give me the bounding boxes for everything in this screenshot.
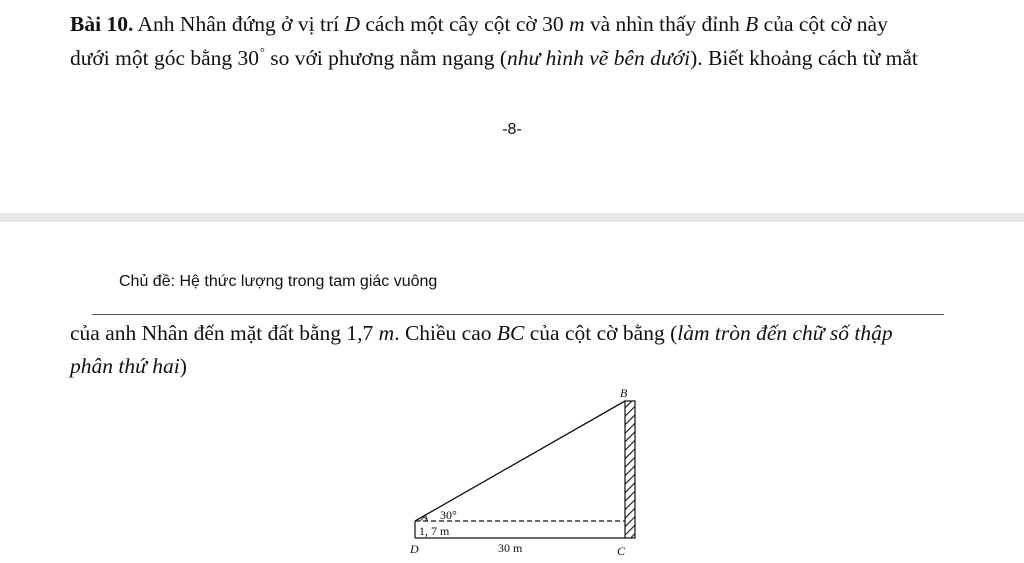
text-segment: của cột cờ bằng ( — [529, 321, 678, 345]
text-segment: Anh Nhân đứng ở vị trí — [137, 12, 340, 36]
label-c: C — [617, 544, 626, 558]
label-distance: 30 m — [498, 541, 523, 555]
text-segment: của anh Nhân đến mặt đất bằng — [70, 321, 342, 345]
text-segment: và nhìn thấy đỉnh — [589, 12, 740, 36]
problem-line-4 — [70, 354, 187, 379]
flagpole-figure — [405, 381, 645, 563]
text-segment: ) — [179, 354, 187, 378]
problem-line-2 — [70, 45, 918, 71]
eye-height-value: 1,7 — [346, 321, 374, 345]
label-eye-height: 1, 7 m — [419, 524, 450, 538]
unit-m: m — [568, 12, 585, 36]
page-number: -8- — [502, 121, 522, 138]
sight-line — [415, 401, 625, 521]
flagpole-hatch — [625, 401, 635, 538]
problem-label: Bài 10. — [70, 12, 134, 36]
text-segment: của cột cờ này — [763, 12, 888, 36]
label-b: B — [620, 386, 628, 400]
text-italic: phân thứ hai — [70, 354, 180, 378]
problem-line-3 — [70, 321, 893, 346]
text-segment: ). Biết khoảng cách từ mắt — [690, 46, 918, 70]
text-segment: so với phương nằm ngang ( — [270, 46, 508, 70]
var-d: D — [344, 12, 361, 36]
page-gap — [0, 213, 1024, 222]
text-italic: như hình vẽ bên dưới — [507, 46, 691, 70]
label-d: D — [410, 542, 419, 556]
var-b: B — [745, 12, 759, 36]
topic-header: Chủ đề: Hệ thức lượng trong tam giác vuông — [119, 273, 438, 290]
var-bc: BC — [496, 321, 525, 345]
page-bottom — [0, 222, 1024, 562]
page-top — [0, 0, 1024, 213]
problem-line-1 — [70, 12, 888, 37]
degree-mark: ° — [260, 45, 265, 59]
angle-value: 30 — [237, 46, 260, 70]
text-segment: cách một cây cột cờ — [365, 12, 537, 36]
unit-m: m — [378, 321, 395, 345]
text-italic: làm tròn đến chữ số thập — [677, 321, 893, 345]
header-rule — [92, 314, 944, 315]
label-angle: 30° — [440, 508, 457, 522]
text-segment: dưới một góc bằng — [70, 46, 233, 70]
distance-value: 30 — [542, 12, 564, 36]
text-segment: . Chiều cao — [394, 321, 492, 345]
